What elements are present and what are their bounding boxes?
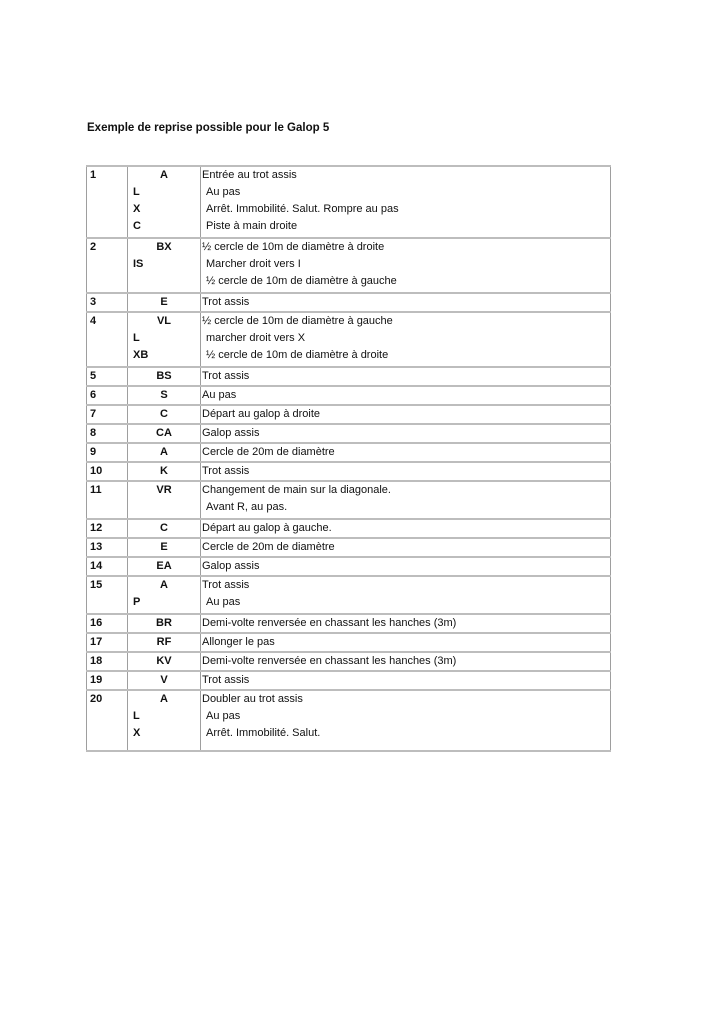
table-row [87, 671, 611, 690]
table-row [87, 519, 611, 538]
table-row [87, 481, 611, 519]
arena-letters [128, 519, 201, 538]
movement-description [201, 405, 611, 424]
movement-line: Avant R, au pas. [206, 501, 288, 513]
movement-line: Arrêt. Immobilité. Salut. Rompre au pas [206, 203, 399, 215]
movement-description [201, 690, 611, 751]
arena-letters [128, 293, 201, 312]
arena-letter: V [160, 674, 168, 686]
arena-letter: P [133, 596, 141, 608]
arena-letters [128, 481, 201, 519]
table-row [87, 538, 611, 557]
movement-description [201, 443, 611, 462]
movement-line: Piste à main droite [206, 220, 298, 232]
movement-line: marcher droit vers X [206, 332, 306, 344]
movement-description [201, 386, 611, 405]
arena-letters [128, 238, 201, 293]
movement-description [201, 166, 611, 238]
movement-line: Entrée au trot assis [202, 169, 297, 181]
movement-line: ½ cercle de 10m de diamètre à droite [206, 349, 389, 361]
arena-letters [128, 367, 201, 386]
arena-letters [128, 312, 201, 367]
movement-line: Départ au galop à droite [202, 408, 321, 420]
table-row [87, 293, 611, 312]
movement-line: Arrêt. Immobilité. Salut. [206, 727, 321, 739]
arena-letter: L [133, 186, 140, 198]
movement-line: Trot assis [202, 296, 250, 308]
table-row [87, 576, 611, 614]
movement-line: Cercle de 20m de diamètre [202, 446, 335, 458]
arena-letters [128, 166, 201, 238]
movement-line: Trot assis [202, 674, 250, 686]
reprise-table-body [87, 166, 611, 751]
movement-line: Demi-volte renversée en chassant les hanches (3m) [202, 617, 457, 629]
arena-letters [128, 671, 201, 690]
arena-letters [128, 386, 201, 405]
movement-description [201, 481, 611, 519]
step-number: 4 [87, 312, 128, 367]
arena-letter: XB [133, 349, 149, 361]
arena-letters [128, 652, 201, 671]
step-number: 9 [87, 443, 128, 462]
arena-letters [128, 633, 201, 652]
movement-line: Allonger le pas [202, 636, 275, 648]
table-row [87, 443, 611, 462]
movement-line: ½ cercle de 10m de diamètre à gauche [206, 275, 397, 287]
document-title: Exemple de reprise possible pour le Galop 5 [87, 122, 330, 134]
step-number: 5 [87, 367, 128, 386]
arena-letter: K [160, 465, 168, 477]
movement-line: Marcher droit vers I [206, 258, 301, 270]
table-row [87, 424, 611, 443]
movement-line: ½ cercle de 10m de diamètre à gauche [202, 315, 393, 327]
table-row [87, 367, 611, 386]
table-row [87, 238, 611, 293]
step-number: 16 [87, 614, 128, 633]
arena-letter: A [160, 579, 168, 591]
arena-letters [128, 424, 201, 443]
arena-letters [128, 443, 201, 462]
arena-letter: C [133, 220, 141, 232]
arena-letters [128, 538, 201, 557]
table-row [87, 652, 611, 671]
movement-description [201, 424, 611, 443]
step-number: 6 [87, 386, 128, 405]
arena-letter: VR [156, 484, 172, 496]
arena-letter: VL [156, 315, 172, 327]
step-number: 18 [87, 652, 128, 671]
table-row [87, 633, 611, 652]
table-row [87, 386, 611, 405]
arena-letters [128, 405, 201, 424]
movement-line: Trot assis [202, 579, 250, 591]
movement-line: Demi-volte renversée en chassant les hanches (3m) [202, 655, 457, 667]
arena-letter: IS [133, 258, 144, 270]
step-number: 15 [87, 576, 128, 614]
arena-letters [128, 614, 201, 633]
movement-line: Au pas [206, 596, 241, 608]
arena-letters [128, 690, 201, 751]
movement-line: Galop assis [202, 560, 260, 572]
table-row [87, 166, 611, 238]
movement-line: Au pas [202, 389, 237, 401]
step-number: 11 [87, 481, 128, 519]
movement-line: Au pas [206, 710, 241, 722]
table-row [87, 462, 611, 481]
step-number: 14 [87, 557, 128, 576]
table-row [87, 405, 611, 424]
table-row [87, 614, 611, 633]
arena-letter: X [133, 727, 141, 739]
table-row [87, 557, 611, 576]
arena-letter: E [160, 541, 168, 553]
step-number: 20 [87, 690, 128, 751]
arena-letter: BR [156, 617, 172, 629]
step-number: 8 [87, 424, 128, 443]
table-row [87, 312, 611, 367]
arena-letter: EA [156, 560, 172, 572]
step-number: 1 [87, 166, 128, 238]
arena-letter: BS [156, 370, 172, 382]
arena-letter: KV [156, 655, 172, 667]
movement-line: Galop assis [202, 427, 260, 439]
step-number: 2 [87, 238, 128, 293]
movement-line: Trot assis [202, 465, 250, 477]
movement-description [201, 293, 611, 312]
step-number: 17 [87, 633, 128, 652]
arena-letter: L [133, 710, 140, 722]
movement-description [201, 538, 611, 557]
movement-description [201, 671, 611, 690]
movement-description [201, 633, 611, 652]
movement-line: Doubler au trot assis [202, 693, 303, 705]
movement-description [201, 367, 611, 386]
step-number: 3 [87, 293, 128, 312]
movement-description [201, 614, 611, 633]
movement-line: Au pas [206, 186, 241, 198]
arena-letter: X [133, 203, 141, 215]
step-number: 12 [87, 519, 128, 538]
movement-description [201, 312, 611, 367]
movement-description [201, 652, 611, 671]
step-number: 10 [87, 462, 128, 481]
arena-letter: E [160, 296, 168, 308]
movement-description [201, 462, 611, 481]
arena-letter: BX [156, 241, 172, 253]
arena-letter: S [160, 389, 168, 401]
arena-letter: C [160, 408, 168, 420]
movement-line: ½ cercle de 10m de diamètre à droite [202, 241, 385, 253]
movement-description [201, 519, 611, 538]
arena-letter: L [133, 332, 140, 344]
arena-letters [128, 557, 201, 576]
arena-letter: CA [156, 427, 172, 439]
arena-letter: A [160, 693, 168, 705]
movement-description [201, 557, 611, 576]
movement-line: Changement de main sur la diagonale. [202, 484, 391, 496]
movement-description [201, 238, 611, 293]
arena-letters [128, 462, 201, 481]
reprise-table [86, 165, 611, 752]
arena-letter: RF [156, 636, 172, 648]
step-number: 7 [87, 405, 128, 424]
movement-line: Trot assis [202, 370, 250, 382]
arena-letters [128, 576, 201, 614]
movement-line: Départ au galop à gauche. [202, 522, 332, 534]
arena-letter: A [160, 169, 168, 181]
movement-description [201, 576, 611, 614]
table-row [87, 690, 611, 751]
arena-letter: C [160, 522, 168, 534]
step-number: 13 [87, 538, 128, 557]
movement-line: Cercle de 20m de diamètre [202, 541, 335, 553]
step-number: 19 [87, 671, 128, 690]
arena-letter: A [160, 446, 168, 458]
